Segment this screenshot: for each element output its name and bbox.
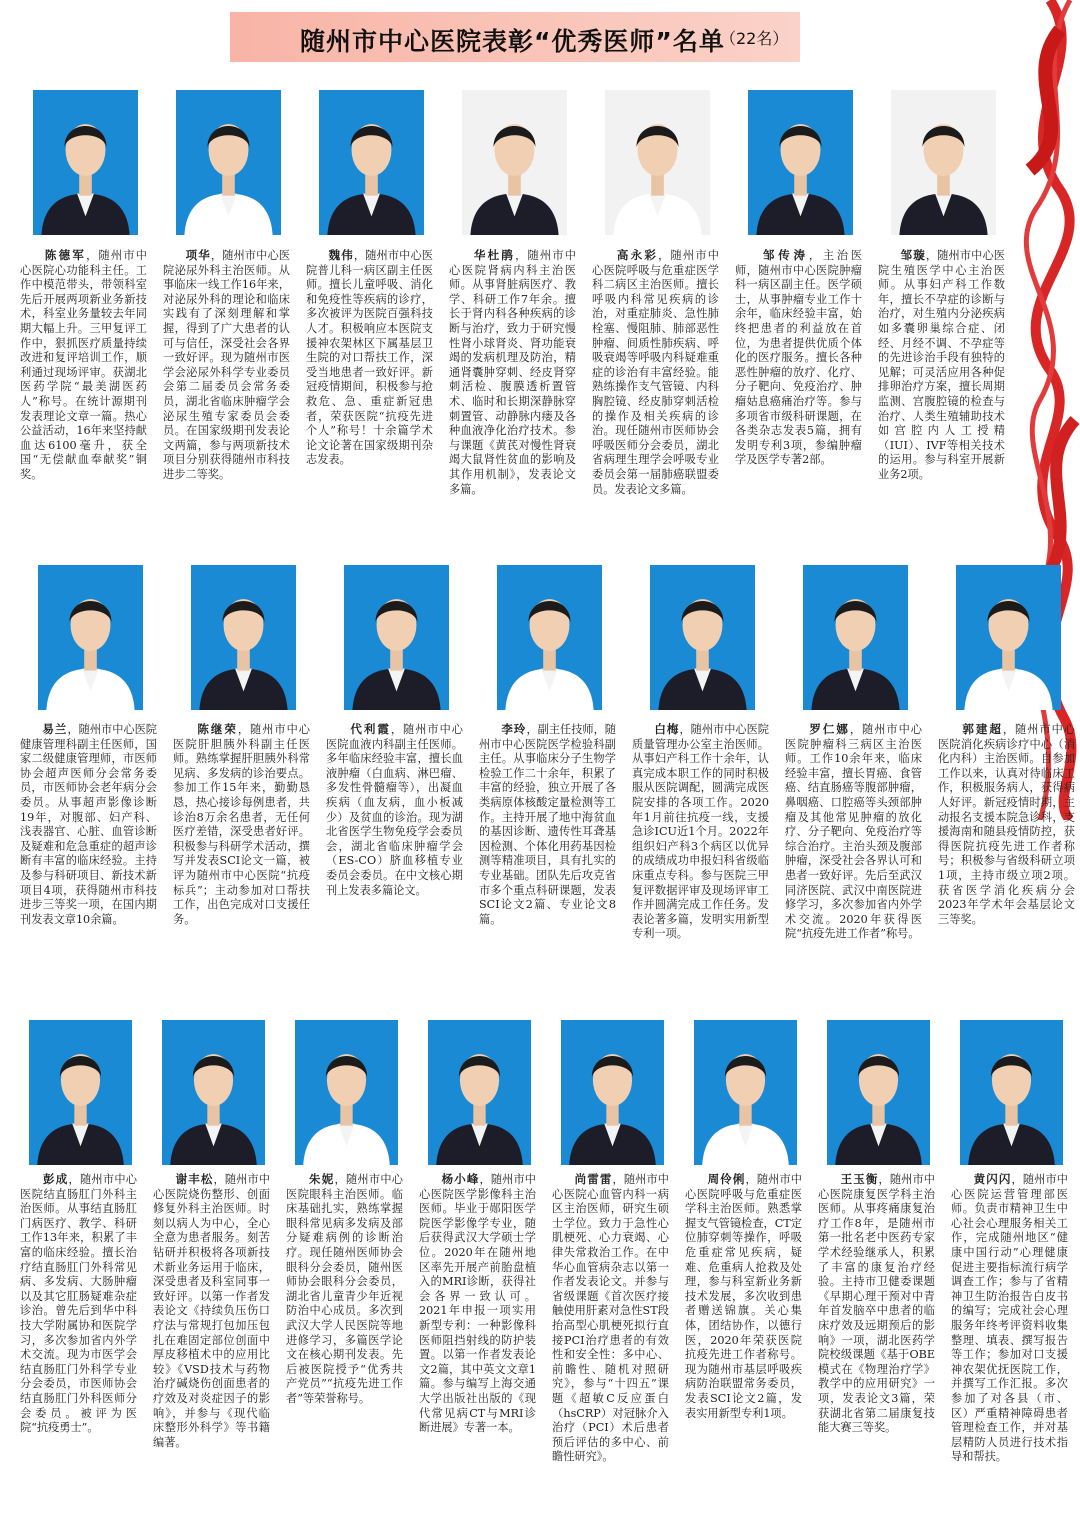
doctor-name: 彭成 [42,1172,69,1186]
doctor-description: ，随州市中心医院心血管内科一病区主治医师，研究生硕士学位。致力于急性心肌梗死、心力衰竭、心律失常救治工作。在中华心血管病杂志以第一作者发表论文。并参与省级课题《首次医疗接触使用肝素对急性ST段抬高型心肌梗死拟行直接PCI治疗患者的有效性和安全性：多中心、前瞻性、随机对照研究》，参与“十四五”课题《超敏C反应蛋白（hsCRP）对冠脉介入治疗（PCI）术后患者预后评估的多中心、前瞻性研究》。 [552,1173,669,1464]
doctor-photo [295,1020,398,1165]
doctor-name: 陈德军 [44,248,87,262]
doctor-bio [938,722,1075,1057]
doctor-name: 朱妮 [308,1172,335,1186]
doctor-description: ，随州市中心医院康复医学科主治医师。从事疼痛康复治疗工作8年，是随州市第一批名老中医药专家学术经验继承人，积累了丰富的康复治疗经验。主持市卫健委课题《早期心理干预对中青年首发脑卒中患者的临床疗效及远期预后的影响》一项，湖北医药学院校级课题《基于OBE模式在《物理治疗学》教学中的应用研究》一项，发表论文3篇，荣获湖北省第二届康复技能大赛三等奖。 [818,1173,935,1435]
doctor-description: ，随州市中心医院生殖医学中心主治医师。从事妇产科工作数年，擅长不孕症的诊断与治疗，对生殖内分泌疾病如多囊卵巢综合症、闭经、月经不调、不孕症等的先进诊治手段有独特的见解；可灵活应用各种促排卵治疗方案，擅长周期监测、宫腹腔镜的检查与治疗、人类生殖辅助技术如宫腔内人工授精（IUI）、IVF等相关技术的运用。参与科室开展新业务2项。 [878,249,1005,481]
doctor-bio [20,722,157,1057]
doctor-description: ，随州市中心医院泌尿外科主治医师。从事临床一线工作16年来，对泌尿外科的理论和临床实践有了深刻理解和掌握，得到了广大患者的认可与信任，深受社会各界一致好评。现为随州市医学会泌尿外科学专业委员会第二届委员会常务委员，湖北省临床肿瘤学会泌尿生殖专家委员会委员。在国家级期刊发表论文两篇，参与两项新技术项目分别获得随州市科技进步二等奖。 [163,249,290,481]
doctor-description: ，副主任技师，随州市中心医院医学检验科副主任。从事临床分子生物学检验工作二十余年，积累了丰富的经验，独立开展了各类病原体核酸定量检测等工作。主持开展了地中海贫血的基因诊断、遗传性耳聋基因检测、个体化用药基因检测等精准项目，具有扎实的专业基础。团队先后攻克省市多个重点科研课题，发表SCI论文2篇、专业论文8篇。 [479,723,616,926]
title-banner [230,12,800,62]
doctor-bio [173,722,310,1057]
doctor-bio [951,1172,1068,1527]
doctor-bio [735,248,862,548]
doctor-bio [306,248,433,548]
doctor-description: ，随州市中心医院血液内科副主任医师。多年临床经验丰富，擅长血液肿瘤（白血病、淋巴瘤、多发性骨髓瘤等），出凝血疾病（血友病，血小板减少）及贫血的诊治。现为湖北省医学生物免疫学会委员会，湖北省临床肿瘤学会（ES-CO）脐血移植专业委员会委员。在中文核心期刊上发表多篇论文。 [326,723,463,897]
doctor-photo [191,565,296,710]
doctor-bio [785,722,922,1057]
doctor-bio [685,1172,802,1527]
doctor-description: ，随州市中心医院呼吸与危重症医学科二病区主治医师。擅长呼吸内科常见疾病的诊治，对重症肺炎、急性肺栓塞、慢阻肺、肺部恶性肿瘤、间质性肺疾病、呼吸衰竭等呼吸内科疑难重症的诊治有丰富经验。能熟练操作支气管镜、内科胸腔镜、经皮肺穿刺活检的操作及相关疾病的诊治。现任随州市医师协会呼吸医师分会委员，湖北省病理生理学会呼吸专业委员会第一届肺癌联盟委员。发表论文多篇。 [592,249,719,496]
doctor-photo [605,90,710,235]
doctor-photo [38,565,143,710]
doctor-bio [163,248,290,548]
doctor-bio [20,248,147,548]
doctor-name: 罗仁娜 [809,722,850,736]
doctor-name: 周伶俐 [707,1172,746,1186]
doctor-bio [592,248,719,548]
doctor-description: ，随州市中心医院质量管理办公室主治医师。从事妇产科工作十余年，认真完成本职工作的同时积极服从医院调配，圆满完成医院安排的各项工作。2020年1月前往抗疫一线，支援急诊ICU近1个月。2022年组织妇产科3个病区以优异的成绩成功申报妇科省级临床重点专科。参与医院三甲复评数据评审及现场评审工作并圆满完成工作任务。发表论著多篇，发明实用新型专利一项。 [632,723,769,941]
doctor-photo [748,90,853,235]
doctor-photo [344,565,449,710]
doctor-photo [319,90,424,235]
doctor-name: 白梅 [654,722,680,736]
doctor-photo [29,1020,132,1165]
doctor-photo [891,90,996,235]
doctor-description: ，随州市中心医院眼科主治医师。临床基础扎实，熟练掌握眼科常见病多发病及部分疑难病例的诊断治疗。现任随州医师协会眼科分会委员，随州医师协会眼科分会委员，湖北省儿童青少年近视防治中心成员。多次到武汉大学人民医院等地进修学习，多篇医学论文在核心期刊发表。先后被医院授予“优秀共产党员”“抗疫先进工作者”等荣誉称号。 [286,1173,403,1405]
doctor-photo [497,565,602,710]
doctor-bio [632,722,769,1057]
doctor-description: ，随州市中心医院肝胆胰外科副主任医师。熟练掌握肝胆胰外科常见病、多发病的诊治要点。参加工作15年来，勤勤恳恳，热心接诊每例患者，共诊治8万余名患者，无任何医疗差错，深受患者好评。积极参与科研学术活动，撰写并发表SCI论文一篇，被评为随州市中心医院“抗疫标兵”；主动参加对口帮扶工作，出色完成对口支援任务。 [173,723,310,926]
doctor-photo [956,565,1061,710]
doctor-bio [552,1172,669,1527]
doctor-photo [176,90,281,235]
doctor-photo [561,1020,664,1165]
doctor-bio [20,1172,137,1527]
doctor-name: 魏伟 [328,248,354,262]
doctor-bio [479,722,616,1057]
doctor-name: 邹传涛 [762,248,809,262]
doctor-description: ，随州市中心医院心功能科主任。工作中模范带头，带领科室先后开展两项新业务新技术，科室业务量较去年同期大幅上升。三甲复评工作中，狠抓医疗质量持续改进和复评培训工作，顺利通过现场评审。获湖北医药学院“最美湖医药人”称号。在统计源期刊发表理论文章一篇。热心公益活动，16年来坚持献血达6100毫升，获全国“无偿献血奉献奖”铜奖。 [20,249,147,481]
doctor-name: 杨小峰 [441,1172,480,1186]
doctor-photo [803,565,908,710]
doctor-photo [162,1020,265,1165]
doctor-name: 谢丰松 [175,1172,214,1186]
doctor-bio [153,1172,270,1527]
doctor-name: 郭建超 [962,722,1003,736]
doctor-photo [33,90,138,235]
doctor-photo [428,1020,531,1165]
doctor-name: 华杜鹃 [473,248,516,262]
doctor-bio [286,1172,403,1527]
doctor-bio [326,722,463,1057]
page-title: 随州市中心医院表彰“优秀医师”名单 [300,27,725,56]
doctor-description: ，主治医师，随州市中心医院肿瘤科一病区副主任。医学硕士，从事肿瘤专业工作十余年，临床经验丰富，始终把患者的利益放在首位，为患者提供优质个体化的医疗服务。擅长各种恶性肿瘤的放疗、化疗、分子靶向、免疫治疗、肿瘤姑息癌痛治疗等。参与多项省市级科研课题，在各类杂志发表5篇，拥有发明专利3项，参编肿瘤学及医学专著2部。 [735,249,862,467]
doctor-bio [878,248,1005,548]
doctor-description: ，随州市中心医院健康管理科副主任医师，国家二级健康管理师，市医师协会超声医师分会常务委员，市医师协会老年病分会委员。从事超声影像诊断19年，对腹部、妇产科、浅表器官、心脏、血管诊断及疑难和危急重症的超声诊断有丰富的临床经验。主持及参与科研项目、新技术新项目4项，获得随州市科技进步三等奖一项，在国内期刊发表文章10余篇。 [20,723,157,926]
doctor-name: 王玉衡 [840,1172,879,1186]
doctor-description: ，随州市中心医院结直肠肛门外科主治医师。从事结直肠肛门病医疗、教学、科研工作13年来，积累了丰富的临床经验。擅长治疗结直肠肛门外科常见病、多发病、大肠肿瘤以及其它肛肠疑难杂症诊治。曾先后到华中科技大学附属协和医院学习，多次参加省内外学术交流。现为市医学会结直肠肛门外科学专业分会委员，市医师协会结直肠肛门外科医师分会委员。被评为医院“抗疫勇士”。 [20,1173,137,1435]
doctor-name: 陈继荣 [197,722,238,736]
doctor-bio [419,1172,536,1527]
doctor-description: ，随州市中心医院烧伤整形、创面修复外科主治医师。时刻以病人为中心，全心全意为患者服务。刻苦钻研并积极将各项新技术新业务运用于临床，深受患者及科室同事一致好评。以第一作者发表论文《持续负压伤口疗法与常规打包加压包扎在难固定部位创面中厚皮移植术中的应用比较》《VSD技术与药物治疗碱烧伤创面患者的疗效及对炎症因子的影响》，并参与《现代临床整形外科学》等书籍编著。 [153,1173,270,1449]
doctor-description: ，随州市中心医院肿瘤科三病区主治医师。工作10余年来，临床经验丰富，擅长胃癌、食管癌、结直肠癌等腹部肿瘤，鼻咽癌、口腔癌等头颈部肿瘤及其他常见肿瘤的放化疗、分子靶向、免疫治疗等综合治疗。主治头颈及腹部肿瘤，深受社会各界认可和患者一致好评。先后至武汉同济医院、武汉中南医院进修学习，多次参加省内外学术交流。2020年获得医院“抗疫先进工作者”称号。 [785,723,922,941]
doctor-name: 高永彩 [616,248,659,262]
doctor-photo [694,1020,797,1165]
doctor-description: ，随州市中心医院普儿科一病区副主任医师。擅长儿童呼吸、消化和免疫性等疾病的诊疗，多次被评为医院百强科技人才。积极响应本医院支援神农架林区下属基层卫生院的对口帮扶工作，深受当地患者一致好评。新冠疫情期间，积极参与抢救危、急、重症新冠患者，荣获医院“抗疫先进个人”称号！十余篇学术论文论著在国家级期刊杂志发表。 [306,249,433,467]
doctor-bio [818,1172,935,1527]
award-count: （22名） [720,29,789,48]
doctor-description: ，随州市中心医院呼吸与危重症医学科主治医师。熟悉掌握支气管镜检查，CT定位肺穿刺等操作，呼吸危重症常见疾病，疑难、危重病人抢救及处理，参与科室新业务新技术发展，多次收到患者赠送锦旗。关心集体，团结协作，以德行医，2020年荣获医院抗疫先进工作者称号。现为随州市基层呼吸疾病防治联盟常务委员，发表SCI论文2篇，发表实用新型专利1项。 [685,1173,802,1420]
doctor-photo [650,565,755,710]
doctor-name: 尚雷雷 [574,1172,613,1186]
doctor-photo [827,1020,930,1165]
doctor-name: 邹璇 [900,248,926,262]
doctor-name: 代利霞 [350,722,391,736]
doctor-photo [462,90,567,235]
doctor-bio [449,248,576,548]
doctor-name: 李玲 [501,722,527,736]
doctor-description: ，随州市中心医院消化疾病诊疗中心（消化内科）主治医师。自参加工作以来，认真对待临床工作，积极服务病人，获得病人好评。新冠疫情时期，主动报名支援本院急诊科，支援海南和随县疫情防控，获得医院抗疫先进工作者称号；积极参与省级科研立项1项，主持市级立项2项。获省医学消化疾病分会2023年学术年会基层论文三等奖。 [938,723,1075,926]
doctor-name: 易兰 [42,722,68,736]
doctor-name: 项华 [185,248,211,262]
doctor-photo [960,1020,1063,1165]
doctor-name: 黄闪闪 [973,1172,1012,1186]
doctor-description: ，随州市中心医院肾病内科主治医师。从事肾脏病医疗、教学、科研工作7年余。擅长于肾内科各种疾病的诊断与治疗，致力于研究慢性肾小球肾炎、肾功能衰竭的发病机理及防治，精通肾囊肿穿刺、经皮肾穿刺活检、腹膜透析置管术、临时和长期深静脉穿刺置管、动静脉内瘘及各种血液净化治疗技术。参与课题《黄芪对慢性肾衰竭大鼠肾性贫血的影响及其作用机制》，发表论文多篇。 [449,249,576,496]
doctor-description: ，随州市中心医院医学影像科主治医师。毕业于郧阳医学院医学影像学专业，随后获得武汉大学硕士学位。2020年在随州地区率先开展产前胎盘植入的MRI诊断，获得社会各界一致认可。2021年申报一项实用新型专利：一种影像科医师阻挡射线的防护装置。以第一作者发表论文2篇，其中英文文章1篇。参与编写上海交通大学出版社出版的《现代常见病CT与MRI诊断进展》专著一本。 [419,1173,536,1435]
doctor-description: ，随州市中心医院运营管理部医师。负责市精神卫生中心社会心理服务相关工作，完成随州地区“健康中国行动”心理健康促进主要指标流行病学调查工作；参与了省精神卫生防治报告白皮书的编写；完成社会心理服务年终考评资料收集整理、填表、撰写报告等工作；参加对口支援神农架优抚医院工作，并撰写工作汇报。多次参加了对各县（市、区）严重精神障碍患者管理检查工作，并对基层精防人员进行技术指导和帮扶。 [951,1173,1068,1464]
